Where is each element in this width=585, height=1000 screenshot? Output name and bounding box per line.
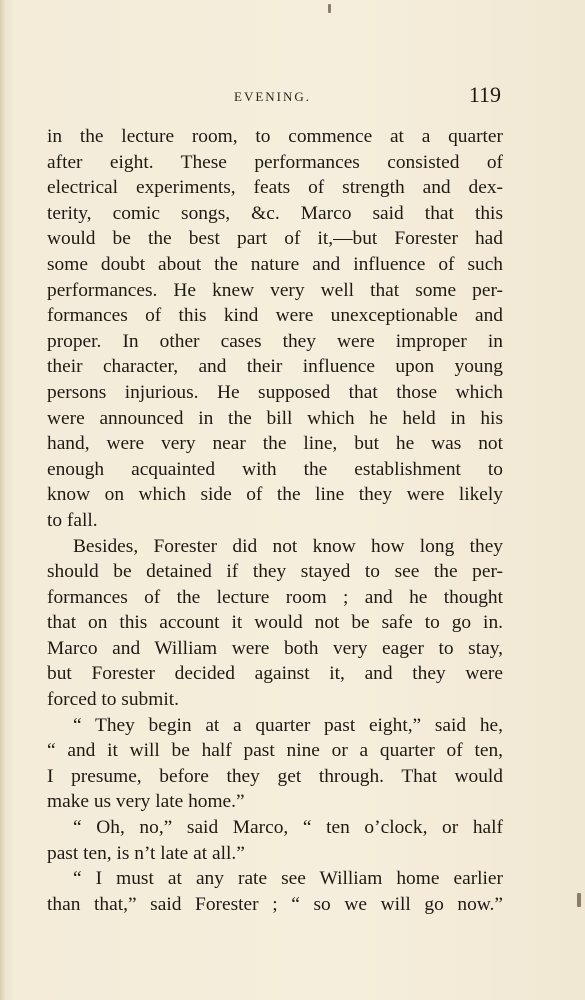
- text-line: formances of this kind were unexceptionable and: [47, 305, 503, 327]
- text-line: “ They begin at a quarter past eight,” said he,: [73, 714, 503, 736]
- text-line: know on which side of the line they were likely: [47, 484, 503, 506]
- text-line: should be detained if they stayed to see the per-: [47, 561, 503, 583]
- text-line: would be the best part of it,—but Forester had: [47, 228, 503, 250]
- text-line: but Forester decided against it, and they were: [47, 663, 503, 685]
- text-line: electrical experiments, feats of strength and dex-: [47, 177, 503, 199]
- text-line: formances of the lecture room ; and he thought: [47, 586, 503, 608]
- text-line: Marco and William were both very eager to stay,: [47, 637, 503, 659]
- text-line: “ I must at any rate see William home earlier: [73, 868, 503, 890]
- text-line: that on this account it would not be safe to go in.: [47, 612, 503, 634]
- text-line: hand, were very near the line, but he was not: [47, 433, 503, 455]
- text-line: some doubt about the nature and influence of such: [47, 253, 503, 275]
- text-line: persons injurious. He supposed that those which: [47, 381, 503, 403]
- text-line: past ten, is n’t late at all.”: [47, 842, 245, 864]
- page-number: 119: [468, 82, 501, 107]
- text-line: I presume, before they get through. That would: [47, 765, 503, 787]
- text-line: “ Oh, no,” said Marco, “ ten o’clock, or half: [73, 817, 503, 839]
- text-line: proper. In other cases they were improper in: [47, 330, 503, 352]
- text-line: “ and it will be half past nine or a quarter of ten,: [47, 740, 503, 762]
- page-gutter-edge: [0, 0, 6, 1000]
- text-line: enough acquainted with the establishment to: [47, 458, 503, 480]
- text-line: after eight. These performances consisted of: [47, 151, 503, 173]
- text-line: terity, comic songs, &c. Marco said that this: [47, 202, 503, 224]
- page-header: [47, 84, 503, 110]
- right-edge-mark: [577, 893, 581, 907]
- text-line: performances. He knew very well that some per-: [47, 279, 503, 301]
- text-line: Besides, Forester did not know how long they: [73, 535, 503, 557]
- text-line: forced to submit.: [47, 689, 179, 711]
- body-text: [47, 124, 503, 917]
- text-line: than that,” said Forester ; “ so we will go now.”: [47, 893, 503, 915]
- text-line: make us very late home.”: [47, 791, 245, 813]
- text-line: were announced in the bill which he held in his: [47, 407, 503, 429]
- text-line: in the lecture room, to commence at a quarter: [47, 126, 503, 147]
- top-edge-mark: [328, 4, 331, 13]
- text-line: their character, and their influence upon young: [47, 356, 503, 378]
- running-head: EVENING.: [234, 89, 312, 104]
- text-line: to fall.: [47, 509, 98, 531]
